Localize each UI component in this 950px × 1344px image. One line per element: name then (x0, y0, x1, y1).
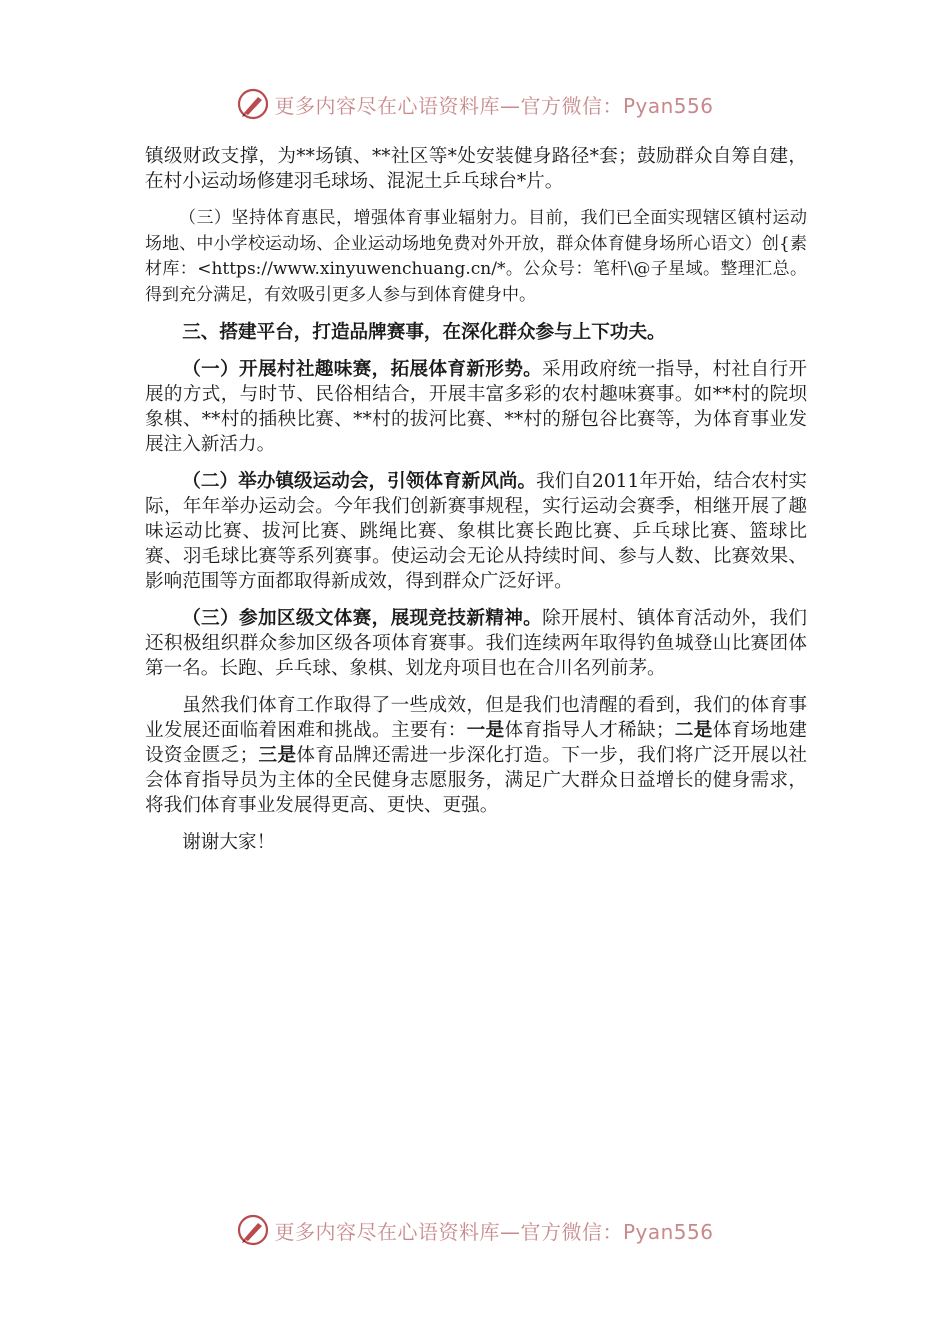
document-body (145, 144, 807, 867)
pen-logo-icon (236, 1213, 270, 1247)
emphasis: 二是 (674, 720, 713, 741)
banner-text: 更多内容尽在心语资料库—官方微信：Pyan556 (274, 1219, 714, 1244)
emphasis: 三是 (258, 745, 297, 766)
paragraph (145, 693, 807, 818)
paragraph-body: 虽然我们体育工作取得了一些成效，但是我们也清醒的看到，我们的体育事业发展还面临着困难和挑战。主要有： (145, 695, 807, 741)
paragraph: 镇级财政支撑，为**场镇、**社区等*处安装健身路径*套；鼓励群众自筹自建，在村小运动场修建羽毛球场、混泥土乒乓球台*片。 (145, 146, 807, 192)
section-heading: 三、搭建平台，打造品牌赛事，在深化群众参与上下功夫。 (182, 322, 666, 343)
paragraph-body: 体育场地建设资金匮乏； (145, 720, 807, 766)
paragraph (145, 357, 807, 457)
paragraph-lead: （三）参加区级文体赛，展现竞技新精神。 (182, 608, 543, 629)
paragraph-body: 体育品牌还需进一步深化打造。下一步，我们将广泛开展以社会体育指导员为主体的全民健身志愿服务，满足广大群众日益增长的健身需求，将我们体育事业发展得更高、更快、更强。 (145, 745, 807, 816)
paragraph (145, 606, 807, 681)
paragraph: （三）坚持体育惠民，增强体育事业辐射力。目前，我们已全面实现辖区镇村运动场地、中小学校运动场、企业运动场地免费对外开放，群众体育健身场所心语文）创{素材库：<https://www.xinyuwenchuang.cn/*。公众号：笔杆\@子星域。整理汇总。得到充分满足，有效吸引更多人参与到体育健身中。 (145, 208, 807, 305)
paragraph-body: 除开展村、镇体育活动外，我们还积极组织群众参加区级各项体育赛事。我们连续两年取得钓鱼城登山比赛团体第一名。长跑、乒乓球、象棋、划龙舟项目也在合川名列前茅。 (145, 608, 807, 679)
paragraph-body: 体育指导人才稀缺； (504, 720, 675, 741)
banner-text: 更多内容尽在心语资料库—官方微信：Pyan556 (274, 93, 714, 118)
paragraph-lead: （一）开展村社趣味赛，拓展体育新形势。 (182, 359, 543, 380)
emphasis: 一是 (466, 720, 505, 741)
paragraph-lead: （二）举办镇级运动会，引领体育新风尚。 (182, 471, 537, 492)
paragraph-body: 采用政府统一指导，村社自行开展的方式，与时节、民俗相结合，开展丰富多彩的农村趣味赛事。如**村的院坝象棋、**村的插秧比赛、**村的拔河比赛、**村的掰包谷比赛等，为体育事业发展注入新活力。 (145, 359, 807, 455)
paragraph-body: 我们自2011年开始，结合农村实际，年年举办运动会。今年我们创新赛事规程，实行运动会赛季，相继开展了趣味运动比赛、拔河比赛、跳绳比赛、象棋比赛长跑比赛、乒乓球比赛、篮球比赛、羽毛球比赛等系列赛事。使运动会无论从持续时间、参与人数、比赛效果、影响范围等方面都取得新成效，得到群众广泛好评。 (145, 471, 807, 592)
footer-banner (0, 1210, 950, 1250)
pen-logo-icon (236, 87, 270, 121)
closing-line: 谢谢大家！ (182, 832, 276, 853)
paragraph (145, 469, 807, 594)
header-banner (0, 84, 950, 124)
